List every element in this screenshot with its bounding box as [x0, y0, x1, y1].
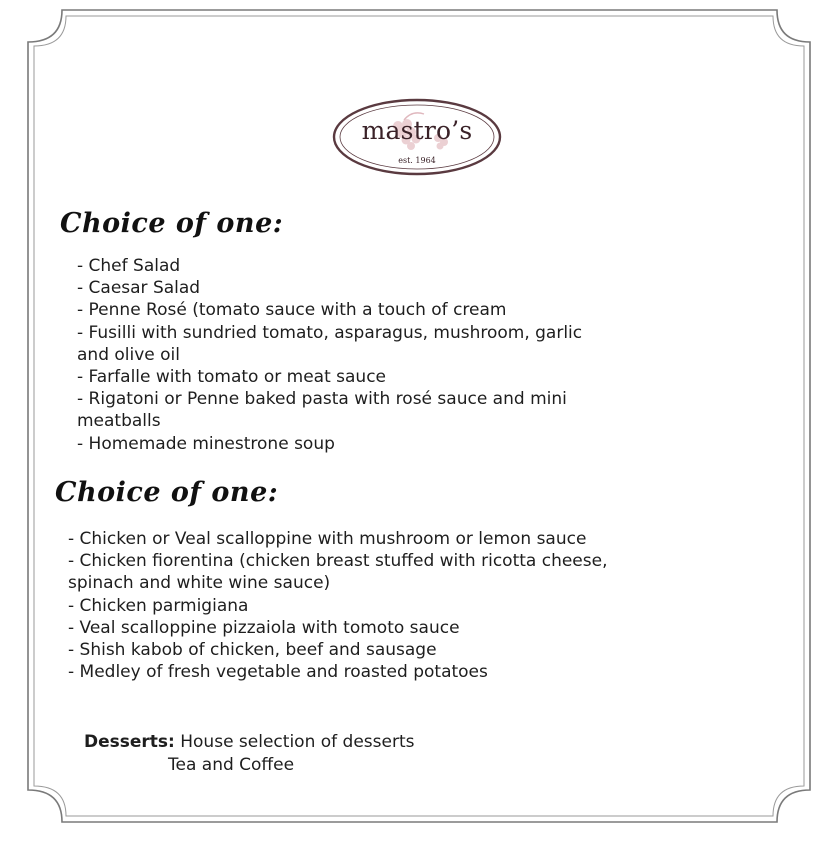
desserts-line-2: Tea and Coffee [168, 755, 295, 775]
list-item: - Shish kabob of chicken, beef and sausage [68, 640, 437, 661]
desserts-item: House selection of desserts [180, 732, 415, 752]
list-item: - Chicken parmigiana [68, 595, 249, 616]
logo-name: mastro’s [361, 116, 473, 145]
list-item: - Chicken or Veal scalloppine with mushroom or lemon sauce [68, 529, 587, 549]
section-2-list [68, 528, 688, 683]
list-item: - Veal scalloppine pizzaiola with tomoto sauce [68, 617, 460, 638]
list-item: - Chicken fiorentina (chicken breast stuffed with ricotta cheese, spinach and white wine sauce) [68, 551, 608, 594]
section-1-heading: Choice of one: [60, 208, 284, 239]
logo-established: est. 1964 [398, 156, 436, 165]
list-item: - Penne Rosé (tomato sauce with a touch of cream [77, 300, 507, 321]
list-item: - Caesar Salad [77, 278, 201, 299]
restaurant-logo [332, 98, 502, 176]
list-item: - Fusilli with sundried tomato, asparagus, mushroom, garlic and olive oil [77, 322, 583, 365]
list-item: - Rigatoni or Penne baked pasta with rosé sauce and mini meatballs [77, 389, 567, 432]
section-1-list [77, 255, 657, 455]
desserts-section [84, 731, 415, 775]
list-item: - Chef Salad [77, 256, 181, 276]
section-2-heading: Choice of one: [55, 477, 279, 508]
list-item: - Medley of fresh vegetable and roasted potatoes [68, 662, 488, 683]
list-item: - Homemade minestrone soup [77, 433, 335, 454]
desserts-line-1 [84, 731, 414, 754]
desserts-label: Desserts: [84, 732, 175, 752]
list-item: - Farfalle with tomato or meat sauce [77, 367, 387, 388]
